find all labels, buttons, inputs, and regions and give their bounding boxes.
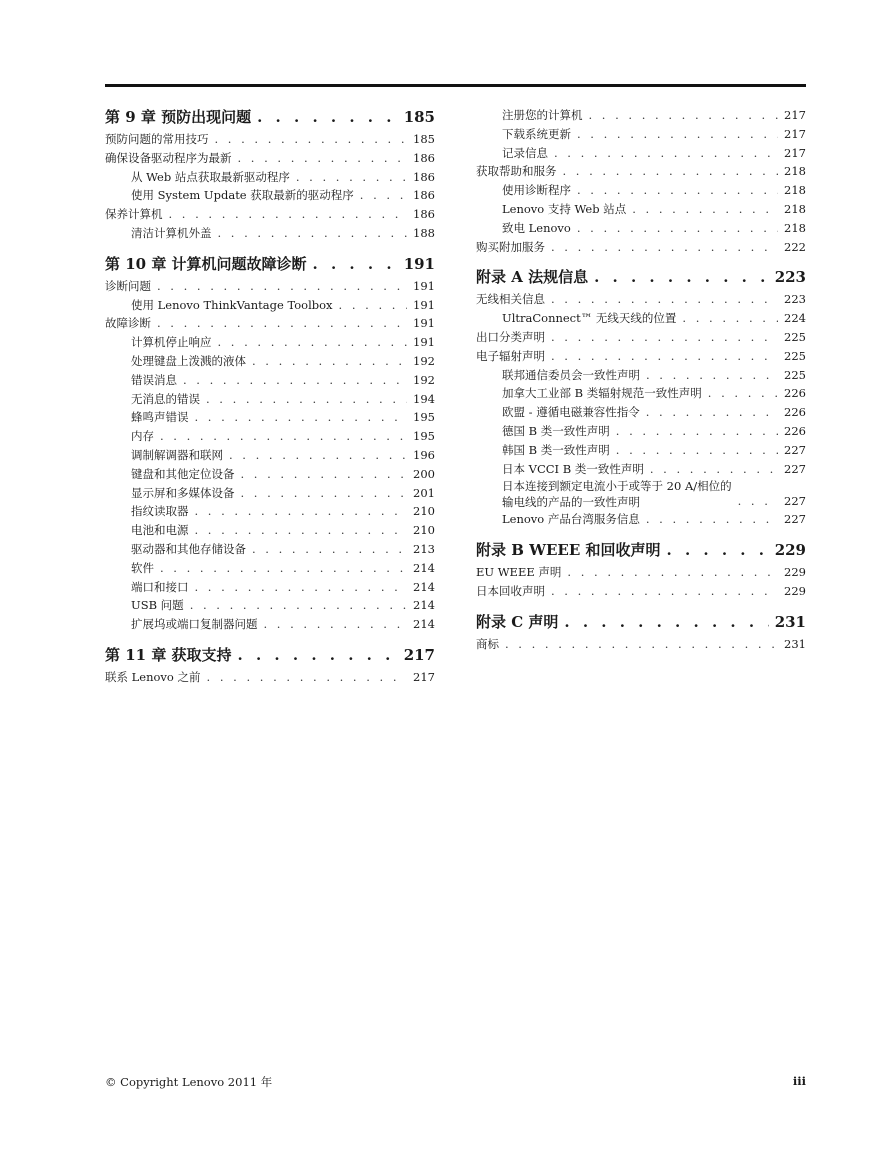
toc-entry-title: 下载系统更新 <box>502 126 571 141</box>
toc-subentry[interactable] <box>105 296 435 315</box>
toc-entry-title: 使用 Lenovo ThinkVantage Toolbox <box>131 297 333 312</box>
toc-dot-leader <box>195 578 408 597</box>
toc-dot-leader <box>195 521 408 540</box>
toc-dot-leader <box>554 144 778 163</box>
toc-subentry[interactable] <box>105 371 435 390</box>
toc-page-number: 217 <box>784 126 806 141</box>
toc-page-number: 226 <box>784 405 806 420</box>
toc-page-number: 223 <box>774 268 806 287</box>
toc-entry-title: 软件 <box>131 560 154 575</box>
toc-page-number: 201 <box>413 485 435 500</box>
toc-page-number: 226 <box>784 386 806 401</box>
toc-page-number: 229 <box>774 541 806 560</box>
toc-page-number: 222 <box>784 239 806 254</box>
toc-entry-title: 联邦通信委员会一致性声明 <box>502 367 640 382</box>
toc-dot-leader <box>616 441 778 460</box>
toc-entry-title: 德国 B 类一致性声明 <box>502 423 610 438</box>
toc-page-number: 186 <box>413 169 435 184</box>
toc-page-number: 224 <box>784 311 806 326</box>
toc-dot-leader <box>160 427 407 446</box>
toc-dot-leader <box>339 296 408 315</box>
toc-page-number: 218 <box>784 220 806 235</box>
toc-entry-title: 诊断问题 <box>105 278 151 293</box>
toc-page-number: 226 <box>784 423 806 438</box>
toc-entry-title: 联系 Lenovo 之前 <box>105 669 201 684</box>
toc-subentry[interactable] <box>105 224 435 243</box>
toc-entry-title: 第 9 章 预防出现问题 <box>105 108 252 126</box>
toc-page-number: 194 <box>413 391 435 406</box>
toc-entry-title: 键盘和其他定位设备 <box>131 466 235 481</box>
toc-dot-leader <box>241 484 408 503</box>
toc-entry[interactable] <box>105 668 435 687</box>
toc-dot-leader <box>207 668 408 687</box>
toc-subentry[interactable] <box>105 521 435 540</box>
toc-dot-leader <box>169 205 408 224</box>
toc-entry-title: 第 11 章 获取支持 <box>105 645 232 664</box>
toc-entry[interactable] <box>476 238 806 257</box>
toc-dot-leader <box>577 125 778 144</box>
toc-entry-title: 处理键盘上泼溅的液体 <box>131 353 246 368</box>
toc-entry-title: 商标 <box>476 636 499 651</box>
toc-dot-leader <box>218 224 408 243</box>
toc-dot-leader <box>646 403 778 422</box>
toc-entry-title: Lenovo 产品台湾服务信息 <box>502 512 640 527</box>
toc-dot-leader <box>708 384 778 403</box>
toc-dot-leader <box>564 611 768 633</box>
toc-subentry[interactable] <box>105 484 435 503</box>
toc-page-number: 229 <box>784 583 806 598</box>
toc-subentry[interactable] <box>476 366 806 385</box>
toc-page-number: 192 <box>413 372 435 387</box>
toc-chapter-heading[interactable] <box>105 644 435 666</box>
toc-entry-title: 日本 VCCI B 类一致性声明 <box>502 461 644 476</box>
toc-page-number: 185 <box>403 108 435 126</box>
toc-entry-title: 第 10 章 计算机问题故障诊断 <box>105 254 307 273</box>
toc-entry-title: 无消息的错误 <box>131 391 200 406</box>
toc-page-number: 210 <box>413 504 435 519</box>
toc-page-number: 186 <box>413 207 435 222</box>
toc-entry-title: 加拿大工业部 B 类辐射规范一致性声明 <box>502 386 702 401</box>
toc-subentry[interactable] <box>105 333 435 352</box>
toc-entry-title: 出口分类声明 <box>476 329 545 344</box>
toc-dot-leader <box>551 582 778 601</box>
toc-subentry[interactable] <box>476 403 806 422</box>
toc-entry-title: 电池和电源 <box>131 523 189 538</box>
toc-dot-leader <box>229 446 407 465</box>
toc-dot-leader <box>563 162 779 181</box>
toc-subentry[interactable] <box>476 219 806 238</box>
toc-dot-leader <box>567 563 778 582</box>
toc-dot-leader <box>296 168 407 187</box>
toc-entry-title: 无线相关信息 <box>476 292 545 307</box>
toc-entry-title: 蜂鸣声错误 <box>131 410 189 425</box>
toc-entry-title: 韩国 B 类一致性声明 <box>502 442 610 457</box>
toc-dot-leader <box>238 644 398 666</box>
toc-dot-leader <box>241 465 408 484</box>
toc-entry[interactable] <box>105 130 435 149</box>
toc-page-number: 213 <box>413 541 435 556</box>
toc-page-number: 227 <box>784 442 806 457</box>
toc-subentry[interactable] <box>476 106 806 125</box>
toc-page-number: 188 <box>413 225 435 240</box>
toc-entry-title: 扩展坞或端口复制器问题 <box>131 617 258 632</box>
toc-dot-leader <box>218 333 408 352</box>
toc-page-number: 218 <box>784 164 806 179</box>
toc-page-number: 214 <box>413 579 435 594</box>
toc-entry-title: 日本回收声明 <box>476 583 545 598</box>
toc-entry-title: USB 问题 <box>131 598 184 613</box>
toc-page-number: 231 <box>784 636 806 651</box>
toc-page-number: 192 <box>413 353 435 368</box>
toc-page-number: 186 <box>413 188 435 203</box>
toc-chapter-heading[interactable] <box>476 611 806 633</box>
toc-page-number: 191 <box>413 297 435 312</box>
toc-subentry[interactable] <box>476 460 806 479</box>
toc-subentry[interactable] <box>476 125 806 144</box>
toc-subentry[interactable] <box>105 559 435 578</box>
toc-page-number: 210 <box>413 523 435 538</box>
toc-page-number: 186 <box>413 150 435 165</box>
toc-dot-leader <box>252 352 407 371</box>
toc-dot-leader <box>650 460 778 479</box>
toc-subentry[interactable] <box>105 596 435 615</box>
toc-entry-title: 致电 Lenovo <box>502 220 571 235</box>
toc-page-number: 214 <box>413 617 435 632</box>
toc-page-number: 229 <box>784 565 806 580</box>
toc-dot-leader <box>183 371 407 390</box>
toc-chapter-heading[interactable] <box>105 106 435 128</box>
toc-dot-leader <box>252 540 407 559</box>
toc-entry-title: 端口和接口 <box>131 579 189 594</box>
toc-entry[interactable] <box>105 277 435 296</box>
toc-page-number: 218 <box>784 183 806 198</box>
toc-page-number: 200 <box>413 466 435 481</box>
toc-entry-title: 附录 B WEEE 和回收声明 <box>476 541 661 560</box>
toc-page-number: 214 <box>413 560 435 575</box>
toc-entry-title: 附录 C 声明 <box>476 612 559 631</box>
toc-subentry[interactable] <box>476 144 806 163</box>
toc-dot-leader <box>551 328 778 347</box>
toc-page-number: 227 <box>784 461 806 476</box>
toc-dot-leader <box>667 539 769 561</box>
toc-entry[interactable] <box>105 205 435 224</box>
toc-subentry[interactable] <box>105 408 435 427</box>
toc-subentry[interactable] <box>476 510 806 529</box>
toc-dot-leader <box>190 596 407 615</box>
toc-entry[interactable] <box>476 347 806 366</box>
toc-entry-title: 欧盟 - 遵循电磁兼容性指令 <box>502 405 640 420</box>
toc-page-number: 191 <box>403 254 435 273</box>
toc-entry-title: 错误消息 <box>131 372 177 387</box>
toc-subentry[interactable] <box>476 422 806 441</box>
toc-subentry[interactable] <box>476 309 806 328</box>
toc-subentry[interactable] <box>105 168 435 187</box>
header-rule <box>105 84 806 87</box>
toc-page-number: 218 <box>784 201 806 216</box>
toc-dot-leader <box>616 422 778 441</box>
toc-page-number: 196 <box>413 447 435 462</box>
toc-entry-title: 清洁计算机外盖 <box>131 225 212 240</box>
toc-dot-leader <box>577 219 778 238</box>
toc-page-number: 223 <box>784 292 806 307</box>
toc-page-number: 195 <box>413 429 435 444</box>
toc-entry-title: 显示屏和多媒体设备 <box>131 485 235 500</box>
toc-entry-title: Lenovo 支持 Web 站点 <box>502 201 627 216</box>
toc-entry-title: UltraConnect™ 无线天线的位置 <box>502 311 677 326</box>
toc-page-number: 227 <box>784 512 806 527</box>
toc-page-number: 191 <box>413 278 435 293</box>
toc-entry-title: 预防问题的常用技巧 <box>105 132 209 146</box>
toc-dot-leader <box>646 366 778 385</box>
toc-entry-title: 使用诊断程序 <box>502 183 571 198</box>
toc-dot-leader <box>551 347 778 366</box>
toc-subentry[interactable] <box>105 186 435 205</box>
toc-page-number: 217 <box>784 145 806 160</box>
toc-dot-leader <box>632 200 778 219</box>
toc-dot-leader <box>157 314 407 333</box>
toc-entry-title: 计算机停止响应 <box>131 335 212 350</box>
toc-entry-title: 电子辐射声明 <box>476 348 545 363</box>
toc-entry-title: 指纹读取器 <box>131 504 189 519</box>
toc-dot-leader <box>238 149 408 168</box>
toc-subentry[interactable] <box>476 181 806 200</box>
toc-entry-title: EU WEEE 声明 <box>476 565 562 580</box>
toc-entry[interactable] <box>105 149 435 168</box>
toc-entry[interactable] <box>476 563 806 582</box>
toc-dot-leader <box>206 390 407 409</box>
toc-entry-title: 使用 System Update 获取最新的驱动程序 <box>131 188 354 203</box>
toc-page-number: 225 <box>784 367 806 382</box>
toc-entry[interactable] <box>476 162 806 181</box>
toc-subentry[interactable] <box>105 578 435 597</box>
toc-right-column <box>476 106 806 654</box>
toc-page-number: 231 <box>774 612 806 631</box>
toc-entry[interactable] <box>476 582 806 601</box>
toc-entry-title: 购买附加服务 <box>476 239 545 254</box>
toc-dot-leader <box>264 615 408 634</box>
toc-subentry[interactable] <box>476 478 806 510</box>
toc-dot-leader <box>313 253 398 275</box>
toc-subentry[interactable] <box>105 390 435 409</box>
toc-subentry[interactable] <box>476 200 806 219</box>
toc-dot-leader <box>195 502 408 521</box>
toc-dot-leader <box>589 106 779 125</box>
toc-dot-leader <box>505 635 778 654</box>
toc-page-number: 227 <box>784 493 806 508</box>
toc-left-column <box>105 106 435 687</box>
toc-entry-title: 内存 <box>131 429 154 444</box>
toc-entry-title: 确保设备驱动程序为最新 <box>105 150 232 165</box>
toc-page-number: 185 <box>413 132 435 146</box>
page-number: iii <box>792 1074 806 1088</box>
toc-dot-leader <box>195 408 408 427</box>
toc-subentry[interactable] <box>105 615 435 634</box>
toc-entry[interactable] <box>105 314 435 333</box>
toc-page-number: 195 <box>413 410 435 425</box>
toc-page-number: 217 <box>413 669 435 684</box>
toc-entry[interactable] <box>476 328 806 347</box>
toc-entry-title-line: 日本连接到额定电流小于或等于 20 A/相位的 <box>502 479 732 494</box>
toc-entry-title: 保养计算机 <box>105 207 163 222</box>
toc-dot-leader <box>682 309 778 328</box>
toc-page-number: 214 <box>413 598 435 613</box>
toc-entry-title: 驱动器和其他存储设备 <box>131 541 246 556</box>
toc-subentry[interactable] <box>105 502 435 521</box>
toc-entry-title: 记录信息 <box>502 145 548 160</box>
toc-dot-leader <box>594 266 769 288</box>
toc-dot-leader <box>551 238 778 257</box>
toc-dot-leader <box>157 277 407 296</box>
toc-dot-leader <box>738 492 778 511</box>
toc-subentry[interactable] <box>105 465 435 484</box>
toc-entry-title: 从 Web 站点获取最新驱动程序 <box>131 169 290 184</box>
toc-entry[interactable] <box>476 635 806 654</box>
toc-subentry[interactable] <box>105 427 435 446</box>
toc-subentry[interactable] <box>105 446 435 465</box>
toc-dot-leader <box>215 130 408 149</box>
toc-page-number: 217 <box>403 645 435 664</box>
toc-entry-title: 附录 A 法规信息 <box>476 268 589 287</box>
toc-entry[interactable] <box>476 290 806 309</box>
toc-entry-title: 获取帮助和服务 <box>476 164 557 179</box>
toc-dot-leader <box>160 559 407 578</box>
copyright-notice: © Copyright Lenovo 2011 年 <box>105 1075 273 1089</box>
toc-entry-title: 故障诊断 <box>105 316 151 331</box>
toc-page-number: 225 <box>784 329 806 344</box>
toc-subentry[interactable] <box>105 352 435 371</box>
toc-page-number: 191 <box>413 335 435 350</box>
toc-page-number: 191 <box>413 316 435 331</box>
toc-entry-title-line: 输电线的产品的一致性声明 <box>502 495 640 510</box>
toc-entry-title: 注册您的计算机 <box>502 108 583 122</box>
toc-dot-leader <box>577 181 778 200</box>
toc-dot-leader <box>646 510 778 529</box>
toc-dot-leader <box>257 106 398 128</box>
toc-subentry[interactable] <box>476 384 806 403</box>
toc-dot-leader <box>360 186 407 205</box>
toc-subentry[interactable] <box>105 540 435 559</box>
toc-entry-title: 调制解调器和联网 <box>131 447 223 462</box>
toc-page-number: 217 <box>784 108 806 122</box>
toc-entry-title <box>502 478 732 510</box>
toc-chapter-heading[interactable] <box>476 266 806 288</box>
toc-page-number: 225 <box>784 348 806 363</box>
toc-dot-leader <box>551 290 778 309</box>
toc-chapter-heading[interactable] <box>105 253 435 275</box>
toc-chapter-heading[interactable] <box>476 539 806 561</box>
toc-subentry[interactable] <box>476 441 806 460</box>
